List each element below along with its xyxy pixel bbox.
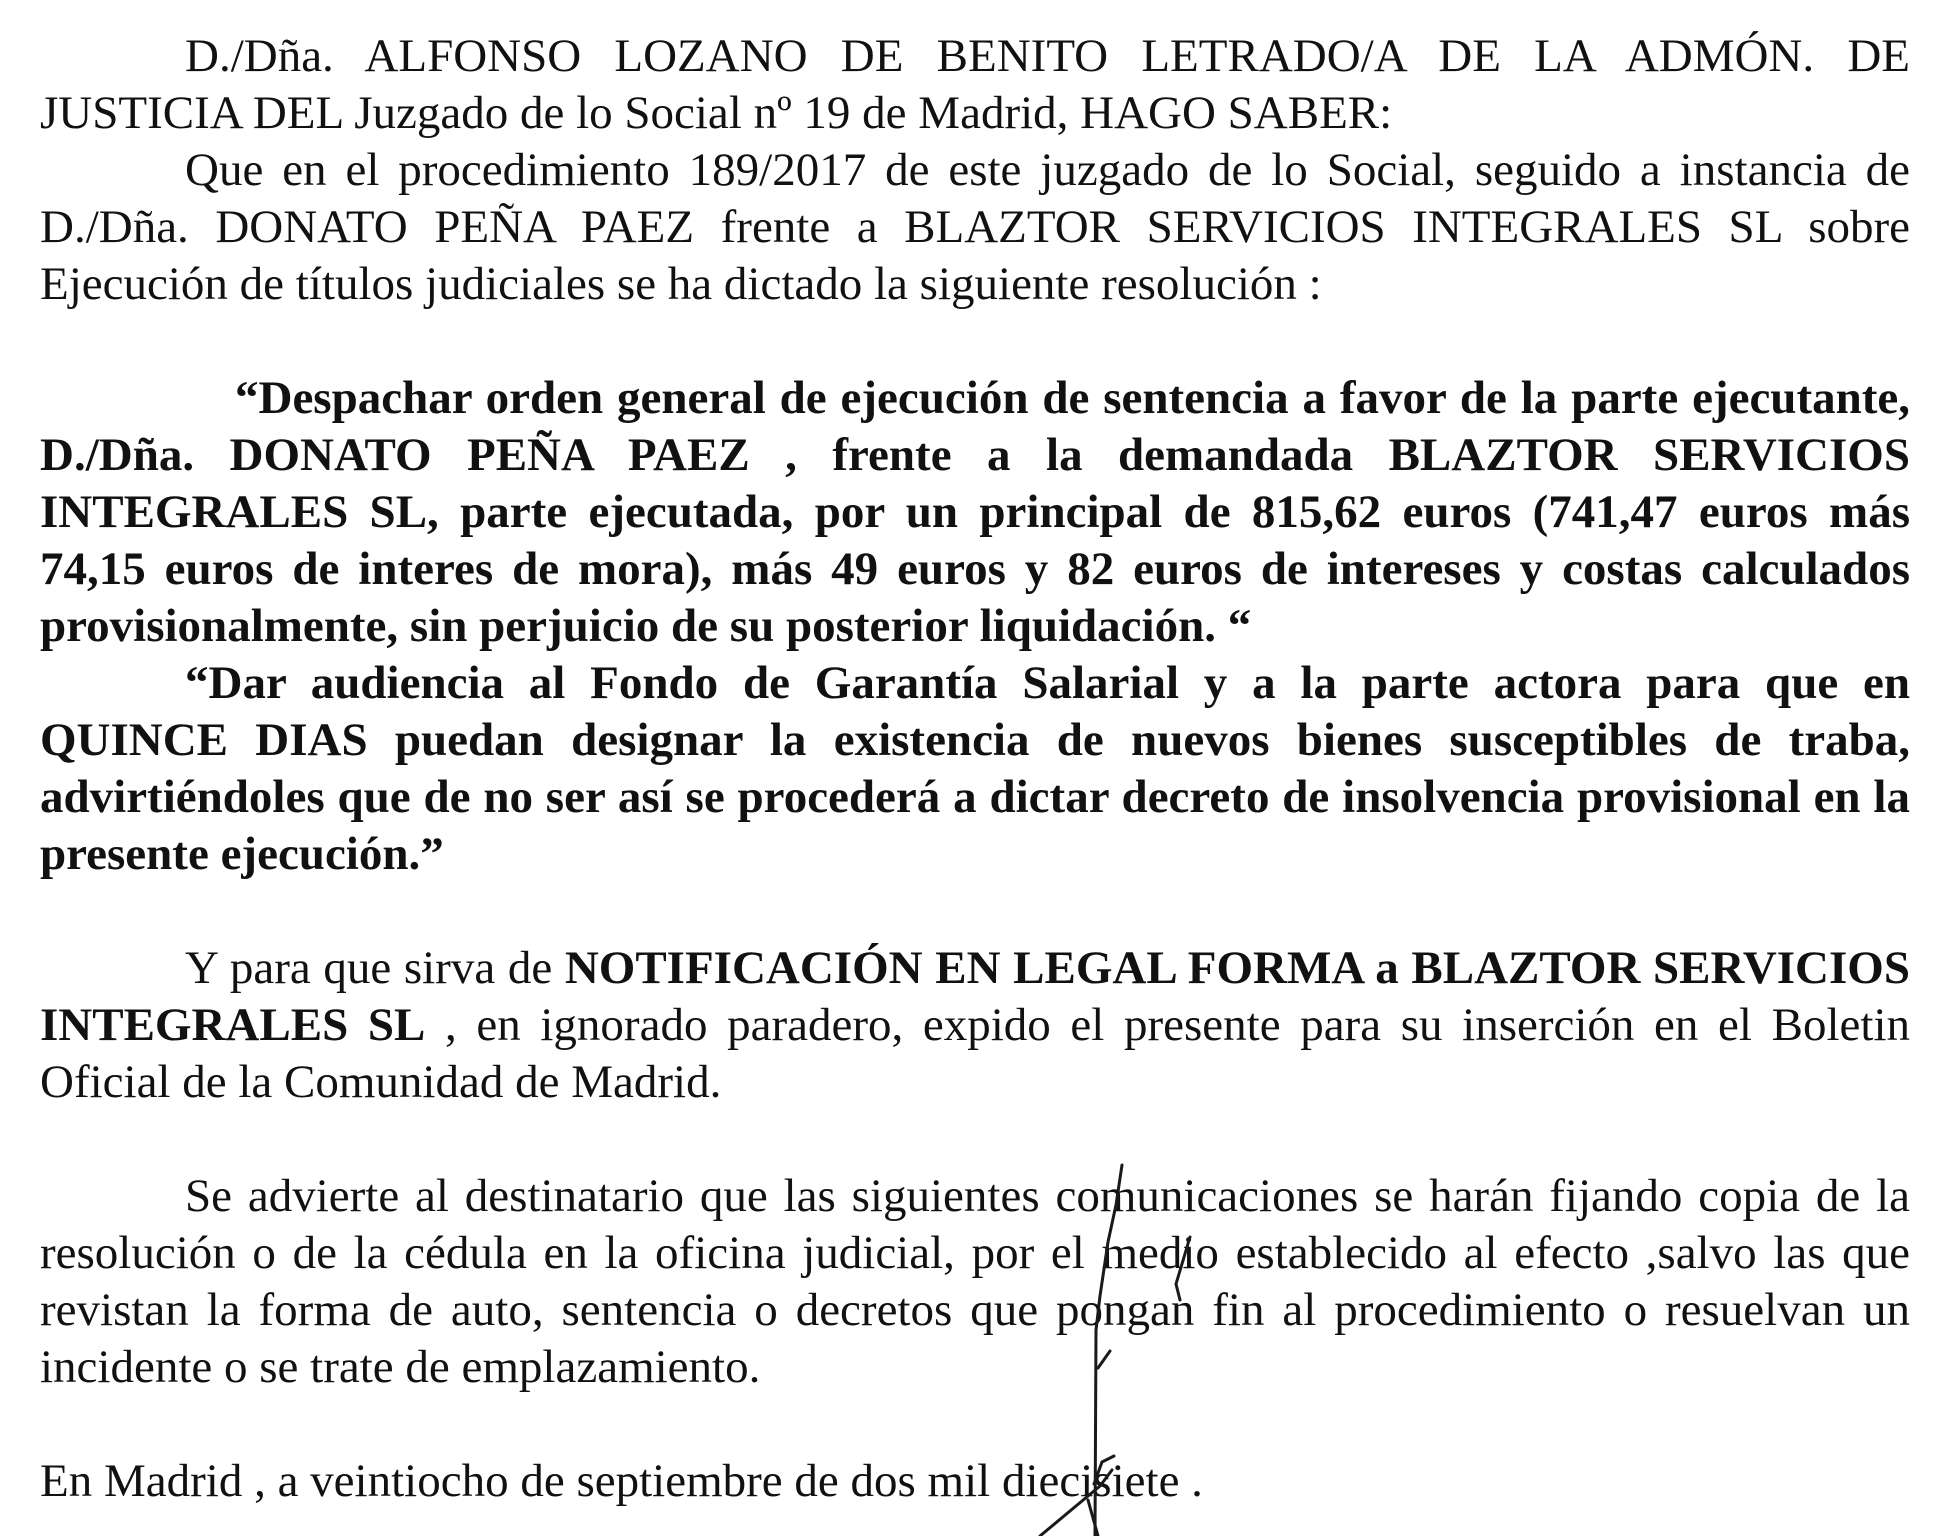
warning-paragraph: Se advierte al destinatario que las siguientes comunicaciones se harán fijando copia de la resolución o de la cédula en la oficina judicial, por el medio establecido al efecto ,salvo las que revistan la forma de auto, sentencia o decretos que pongan fin al procedimiento o resuelvan un incidente o se trate de emplazamiento.: [40, 1170, 1910, 1393]
document-page: [40, 28, 1910, 1510]
header-paragraph: D./Dña. ALFONSO LOZANO DE BENITO LETRADO/A DE LA ADMÓN. DE JUSTICIA DEL Juzgado de lo Social nº 19 de Madrid, HAGO SABER:: [40, 30, 1910, 139]
spacer: [40, 1396, 1910, 1453]
notification-bold: NOTIFICACIÓN EN LEGAL FORMA a BLAZTOR SERVICIOS INTEGRALES SL: [40, 942, 1910, 1051]
intro-paragraph: Que en el procedimiento 189/2017 de este juzgado de lo Social, seguido a instancia de D./Dña. DONATO PEÑA PAEZ frente a BLAZTOR SERVICIOS INTEGRALES SL sobre Ejecución de títulos judiciales se ha dictado la siguiente resolución :: [40, 144, 1910, 310]
notification-suffix: , en ignorado paradero, expido el presente para su inserción en el Boletin Oficial de la Comunidad de Madrid.: [40, 999, 1911, 1108]
notification-prefix: Y para que sirva de: [185, 942, 565, 994]
spacer: [40, 1111, 1910, 1168]
notification-paragraph: [40, 940, 1910, 1111]
resolution-order-2: “Dar audiencia al Fondo de Garantía Salarial y a la parte actora para que en QUINCE DIAS puedan designar la existencia de nuevos bienes susceptibles de traba, advirtiéndoles que de no ser así se procederá a dictar decreto de insolvencia provisional en la presente ejecución.”: [40, 657, 1910, 880]
closing-date-line: En Madrid , a veintiocho de septiembre de dos mil diecisiete .: [40, 1455, 1203, 1507]
spacer: [40, 313, 1910, 370]
resolution-order-1: “Despachar orden general de ejecución de sentencia a favor de la parte ejecutante, D./Dña. DONATO PEÑA PAEZ , frente a la demandada BLAZTOR SERVICIOS INTEGRALES SL, parte ejecutada, por un principal de 815,62 euros (741,47 euros más 74,15 euros de interes de mora), más 49 euros y 82 euros de intereses y costas calculados provisionalmente, sin perjuicio de su posterior liquidación. “: [40, 372, 1910, 652]
spacer: [40, 883, 1910, 940]
